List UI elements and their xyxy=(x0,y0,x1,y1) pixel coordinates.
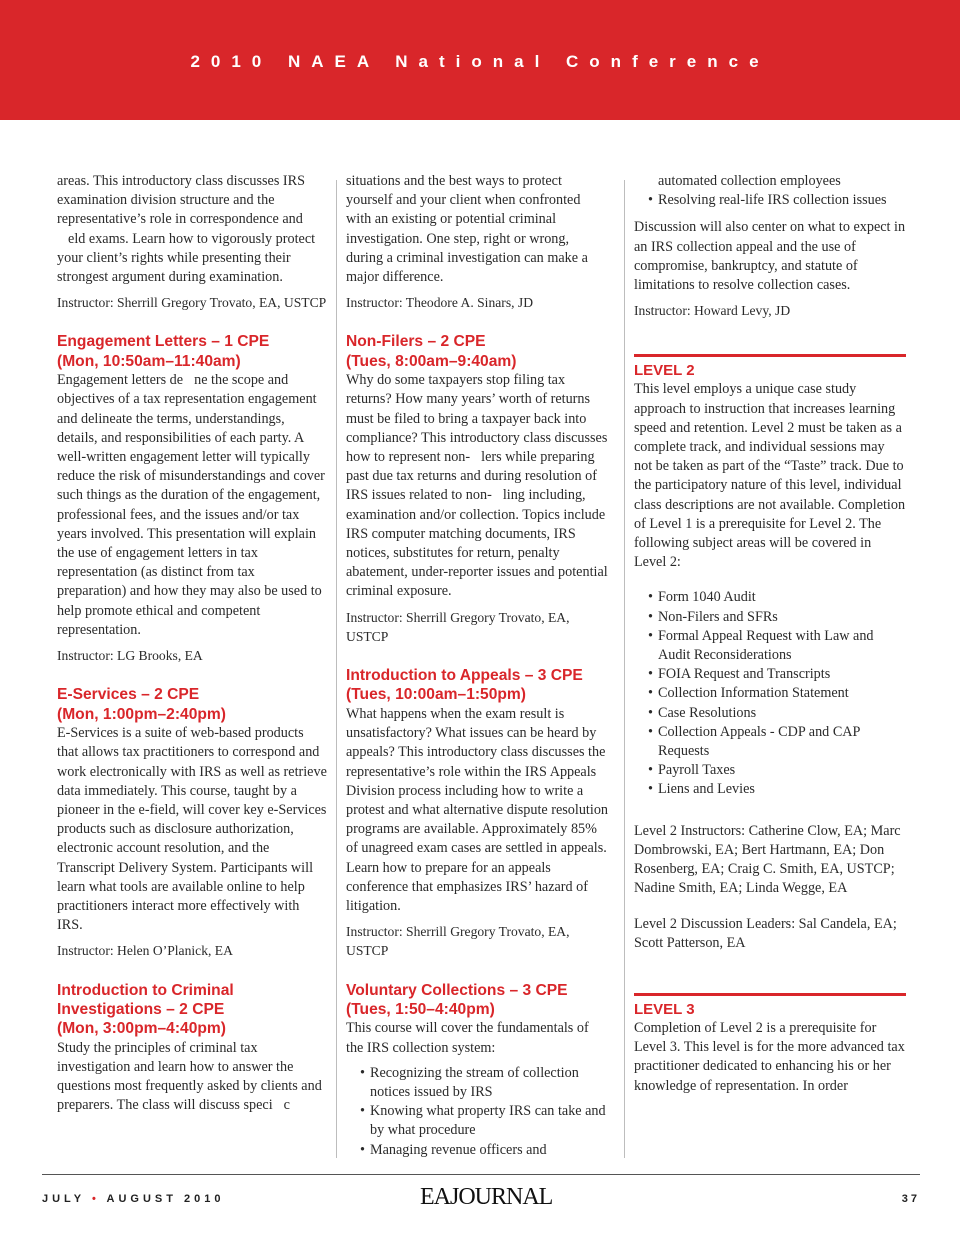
level-2-discussion-leaders: Level 2 Discussion Leaders: Sal Candela, EA; Scott Patterson, EA xyxy=(634,915,897,951)
session-time: (Tues, 1:50–4:40pm) xyxy=(346,1000,495,1018)
continued-text: situations and the best ways to protect yourself and your client when confronted with an existing or potential criminal investigation. One step, right or wrong, during a criminal investigation can make a major difference. xyxy=(346,173,588,286)
list-item-text: Collection Information Statement xyxy=(658,685,849,702)
session-title-appeals: Introduction to Appeals – 3 CPE xyxy=(346,667,583,685)
session-body: This course will cover the fundamentals of the IRS collection system: xyxy=(346,1020,589,1056)
list-item xyxy=(634,191,906,210)
instructor: Instructor: Howard Levy, JD xyxy=(634,303,791,319)
session-title-voluntary: Voluntary Collections – 3 CPE xyxy=(346,981,568,999)
journal-logo: EAJOURNAL xyxy=(420,1184,553,1210)
bullet-icon: • xyxy=(648,608,653,625)
session-body: Engagement letters de ne the scope and objectives of a tax representation engagement and delineate the terms, understandings, details, and responsibilities of each party. A well-written engagement letter will typically reduce the risk of misunderstandings and cover such things as the duration of the engagement, professional fees, and the issues and/or tax years involved. This presentation will explain the use of engagement letters in tax representation (as distinct from tax preparation) and how they may also be used to help promote ethical and competent representation. xyxy=(57,372,325,638)
header-banner xyxy=(0,0,960,120)
instructor: Instructor: Sherrill Gregory Trovato, EA, USTCP xyxy=(346,924,570,959)
level-2-instructors: Level 2 Instructors: Catherine Clow, EA; Marc Dombrowski, EA; Bert Hartmann, EA; Don Rosenberg, EA; Craig C. Smith, EA, USTCP; Nadine Smith, EA; Linda Wegge, EA xyxy=(634,822,901,897)
session-title-criminal: Introduction to Criminal Investigations – 2 CPE xyxy=(57,981,234,1018)
session-body: Why do some taxpayers stop filing tax returns? How many years’ worth of returns must be filed to bring a taxpayer back into compliance? This introductory class discusses how to represent non- lers while preparing past due tax returns and during resolution of IRS issues related to non- ling including, examination and/or collection. Topics include IRS computer matching documents, IRS notices, substitutes for return, penalty abatement, under-reporter issues and potential criminal exposure. xyxy=(346,372,608,600)
list-item xyxy=(634,588,906,607)
list-item-text: Case Resolutions xyxy=(658,704,757,721)
list-item xyxy=(346,1064,608,1102)
bullet-icon: • xyxy=(648,762,653,779)
session-time: (Mon, 1:00pm–2:40pm) xyxy=(57,705,226,723)
instructor: Instructor: Sherrill Gregory Trovato, EA, USTCP xyxy=(57,295,327,311)
bullet-icon: • xyxy=(648,704,653,721)
level-2-title: LEVEL 2 xyxy=(634,362,695,380)
level-3-title: LEVEL 3 xyxy=(634,1000,695,1018)
list-item-text: Non-Filers and SFRs xyxy=(658,608,778,625)
column-1 xyxy=(57,172,327,1122)
list-item xyxy=(634,608,906,627)
bullet-icon: • xyxy=(648,627,653,644)
session-body: What happens when the exam result is unsatisfactory? What issues can be heard by appeals? This introductory class discusses the representative’s role within the IRS Appeals Division process including how to write a protest and what alternative dispute resolution programs are available. Approximately 85% of unagreed exam cases are settled in appeals. Learn how to prepare for an appeals conference that emphasizes IRS’ hazard of litigation. xyxy=(346,705,609,914)
bullet-icon: • xyxy=(648,589,653,606)
session-time: (Mon, 10:50am–11:40am) xyxy=(57,352,241,370)
issue-month: JULY xyxy=(42,1193,85,1205)
collection-topics-list xyxy=(634,191,906,210)
list-item-text: Payroll Taxes xyxy=(658,762,736,779)
date-separator: • xyxy=(91,1193,100,1205)
bullet-icon: • xyxy=(648,685,653,702)
instructor: Instructor: LG Brooks, EA xyxy=(57,648,203,664)
bullet-icon: • xyxy=(648,666,653,683)
collection-topics-list xyxy=(346,1064,608,1160)
intro-text: areas. This introductory class discusses IRS examination division structure and the representative’s role in correspondence and  eld exams. Learn how to vigorously protect your client’s rights while presenting their strongest argument during examination. xyxy=(57,173,316,286)
column-divider xyxy=(336,180,337,1158)
list-item-continued: automated collection employees xyxy=(658,173,841,189)
list-item xyxy=(346,1102,608,1140)
list-item-text: Form 1040 Audit xyxy=(658,589,756,606)
session-time: (Tues, 10:00am–1:50pm) xyxy=(346,686,526,704)
level-2-body: This level employs a unique case study approach to instruction that increases learning speed and retention. Level 2 must be taken as a complete track, and individual sessions may not be taken as part of the “Taste” track. Due to the participatory nature of this level, individual class descriptions are not available. Completion of Level 1 is a prerequisite for Level 2. The following subject areas will be covered in Level 2: xyxy=(634,381,906,571)
level-3-body: Completion of Level 2 is a prerequisite for Level 3. This level is for the more advanced tax practitioner dedicated to enhancing his or her knowledge of representation. In order xyxy=(634,1019,905,1094)
bullet-icon: • xyxy=(648,781,653,798)
list-item xyxy=(634,627,906,665)
list-item xyxy=(634,723,906,761)
level-divider xyxy=(634,354,906,357)
list-item-text: Resolving real-life IRS collection issues xyxy=(658,192,887,209)
list-item-text: Managing revenue officers and xyxy=(370,1141,547,1158)
list-item xyxy=(634,704,906,723)
bullet-icon: • xyxy=(360,1064,365,1081)
session-title-eservices: E-Services – 2 CPE xyxy=(57,686,200,704)
session-body: Study the principles of criminal tax investigation and learn how to answer the questions most frequently asked by clients and preparers. The class will discuss speci c xyxy=(57,1039,322,1114)
list-item xyxy=(634,780,906,799)
session-title-engagement: Engagement Letters – 1 CPE xyxy=(57,333,270,351)
list-item-text: Formal Appeal Request with Law and Audit Reconsiderations xyxy=(658,627,874,664)
column-divider xyxy=(624,180,625,1158)
level-divider xyxy=(634,993,906,996)
level-2-topics-list xyxy=(634,588,906,799)
instructor: Instructor: Theodore A. Sinars, JD xyxy=(346,295,534,311)
session-title-nonfilers: Non-Filers – 2 CPE xyxy=(346,333,486,351)
session-time: (Mon, 3:00pm–4:40pm) xyxy=(57,1020,226,1038)
list-item-text: Recognizing the stream of collection notices issued by IRS xyxy=(370,1064,579,1100)
list-item-text: Collection Appeals - CDP and CAP Requests xyxy=(658,723,860,760)
column-2 xyxy=(346,172,608,1168)
bullet-icon: • xyxy=(648,192,653,209)
discussion-text: Discussion will also center on what to expect in an IRS collection appeal and the use of compromise, bankruptcy, and statute of limitations to resolve collection cases. xyxy=(634,219,906,294)
footer-divider xyxy=(42,1174,920,1175)
list-item xyxy=(634,684,906,703)
bullet-icon: • xyxy=(360,1141,365,1158)
list-item xyxy=(346,1141,608,1160)
list-item xyxy=(634,761,906,780)
issue-month-year: AUGUST 2010 xyxy=(106,1193,225,1205)
issue-date xyxy=(42,1193,224,1205)
list-item-text: Liens and Levies xyxy=(658,781,755,798)
instructor: Instructor: Helen O’Planick, EA xyxy=(57,943,233,959)
session-time: (Tues, 8:00am–9:40am) xyxy=(346,352,517,370)
list-item-text: Knowing what property IRS can take and by what procedure xyxy=(370,1103,606,1139)
list-item xyxy=(634,665,906,684)
bullet-icon: • xyxy=(648,723,653,740)
list-item-text: FOIA Request and Transcripts xyxy=(658,666,831,683)
column-3 xyxy=(634,172,906,1102)
session-body: E-Services is a suite of web-based products that allows tax practitioners to correspond and work electronically with IRS as well as retrieve data immediately. This course, taught by a pioneer in the e-field, will cover key e-Services products such as disclosure authorization, electronic account resolution, and the Transcript Delivery System. Participants will learn what tools are available online to help practitioners interact more effectively with IRS. xyxy=(57,725,327,934)
conference-title: 2010 NAEA National Conference xyxy=(190,52,770,71)
page-number: 37 xyxy=(901,1193,920,1205)
bullet-icon: • xyxy=(360,1103,365,1120)
instructor: Instructor: Sherrill Gregory Trovato, EA, USTCP xyxy=(346,609,570,644)
